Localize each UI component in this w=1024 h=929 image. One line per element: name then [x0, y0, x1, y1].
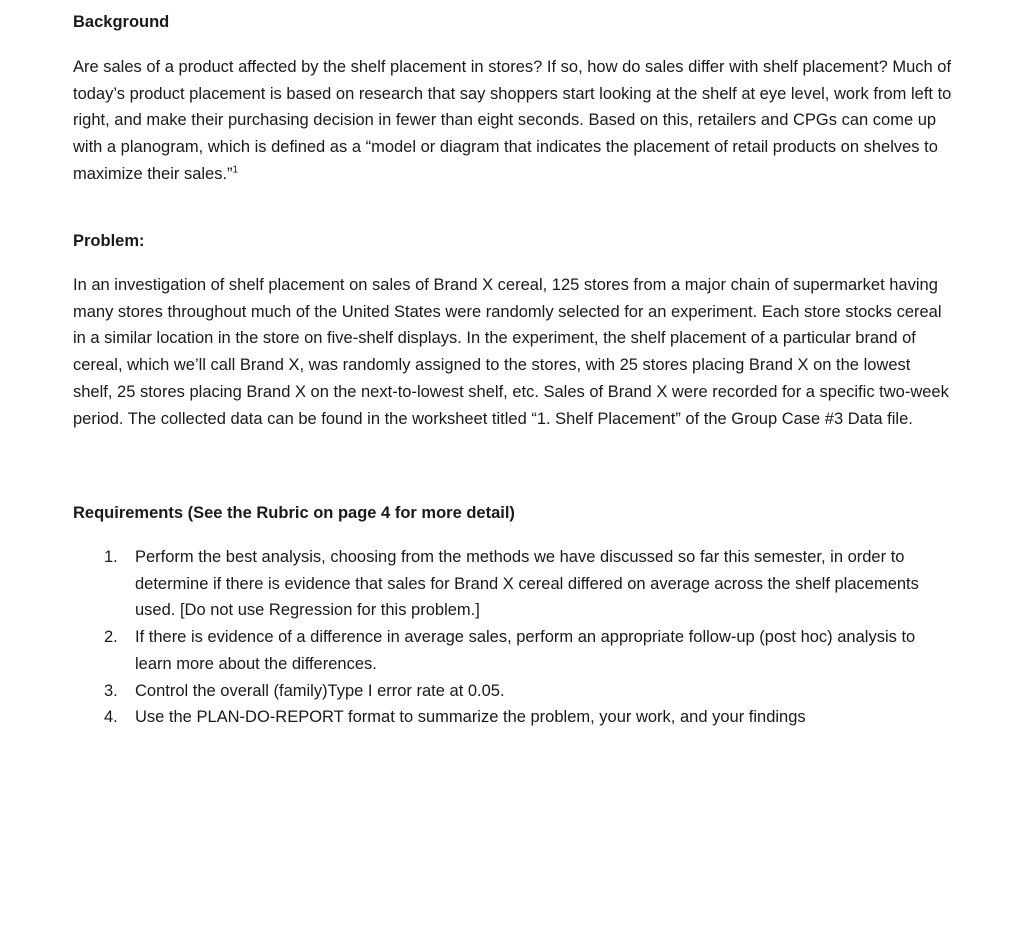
- background-heading: Background: [73, 13, 170, 31]
- background-paragraph: [73, 54, 953, 188]
- list-item: [73, 624, 953, 677]
- list-item-number: 4.: [104, 708, 118, 727]
- list-item-text: Perform the best analysis, choosing from the methods we have discussed so far this semester, in order to determine if there is evidence that sales for Brand X cereal differed on average across the shelf placements used. [Do not use Regression for this problem.]: [135, 548, 919, 620]
- footnote-ref: 1: [232, 164, 239, 176]
- list-item: [73, 678, 953, 705]
- list-item-number: 3.: [104, 681, 118, 700]
- list-item-number: 2.: [104, 628, 118, 647]
- list-item-text: Use the PLAN-DO-REPORT format to summarize the problem, your work, and your findings: [135, 708, 806, 727]
- list-item-text: If there is evidence of a difference in average sales, perform an appropriate follow-up (post hoc) analysis to learn more about the differences.: [135, 628, 916, 673]
- problem-paragraph: In an investigation of shelf placement on sales of Brand X cereal, 125 stores from a major chain of supermarket having many stores throughout much of the United States were randomly selected for an experiment. Each store stocks cereal in a similar location in the store on five-shelf displays. In the experiment, the shelf placement of a particular brand of cereal, which we’ll call Brand X, was randomly assigned to the stores, with 25 stores placing Brand X on the lowest shelf, 25 stores placing Brand X on the next-to-lowest shelf, etc. Sales of Brand X were recorded for a specific two-week period. The collected data can be found in the worksheet titled “1. Shelf Placement” of the Group Case #3 Data file.: [73, 276, 949, 428]
- list-item: [73, 704, 953, 731]
- requirements-heading: Requirements (See the Rubric on page 4 for more detail): [73, 504, 515, 522]
- list-item-text: Control the overall (family)Type I error rate at 0.05.: [135, 681, 505, 700]
- list-item: [73, 544, 953, 624]
- list-item-number: 1.: [104, 548, 118, 566]
- background-text: Are sales of a product affected by the shelf placement in stores? If so, how do sales differ with shelf placement? Much of today’s product placement is based on research that say shoppers start looking at the shelf at eye level, work from left to right, and make their purchasing decision in fewer than eight seconds. Based on this, retailers and CPGs can come up with a planogram, which is defined as a “model or diagram that indicates the placement of retail products on shelves to maximize their sales.”: [73, 58, 952, 183]
- problem-heading: Problem:: [73, 232, 145, 250]
- requirements-list: [73, 544, 953, 731]
